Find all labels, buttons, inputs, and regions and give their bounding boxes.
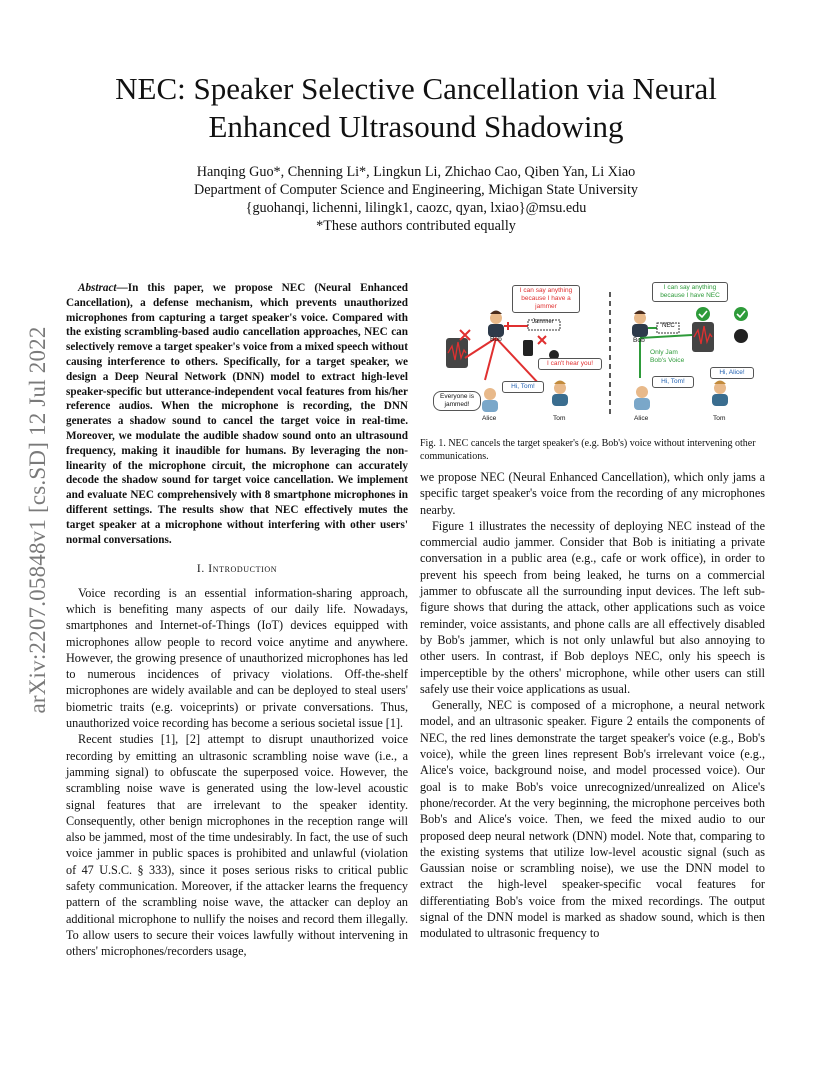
only-jam-label: Only Jam Bob's Voice (650, 349, 685, 364)
email-list: {guohanqi, lichenni, lilingk1, caozc, qyan, lxiao}@msu.edu (245, 200, 587, 216)
alice-label-left: Alice (482, 415, 497, 422)
right-paragraph-2: Figure 1 illustrates the necessity of deploying NEC instead of the commercial audio jammer. Consider that Bob is initiating a private conversation in a public area (e.g., cafe or work office), in order to prevent his speech from being leaked, he turns on a commercial jammer to obfuscate all the surrounding input devices. The left sub-figure shows that during the attack, other applications such as voice reminder, voice assistants, and phone calls are all effectively disabled by Bob's jammer, which is not only unlawful but also annoying to other users. In contrast, if Bob deploys NEC, only his speech is imperceptible by the others' microphone, while other users can still safely use their voice applications as usual. (420, 518, 765, 696)
left-column (66, 281, 408, 959)
section-heading-introduction: I. Introduction (196, 563, 278, 576)
tom-label-right: Tom (713, 415, 726, 422)
cant-hear-bubble: I can't hear you! (538, 358, 602, 370)
right-column (420, 469, 765, 942)
hi-tom-bubble-right: Hi, Tom! (652, 376, 694, 388)
arxiv-sidebar (8, 285, 68, 755)
tom-label-left: Tom (553, 415, 566, 422)
hi-tom-bubble-left: Hi, Tom! (502, 381, 544, 393)
bob-label-right: Bob (633, 337, 645, 344)
hi-alice-bubble: Hi, Alice! (710, 367, 754, 379)
affiliation: Department of Computer Science and Engineering, Michigan State University (193, 182, 639, 198)
intro-paragraph-1: Voice recording is an essential information-sharing approach, which is benefiting many aspects of our daily life. Nowadays, smartphones and Internet-of-Things (IoT) devices equipped with microphones allow people to record voice anytime and anywhere. However, the growing presence of unauthorized microphones has led to numerous incidences of privacy violations. Off-the-shelf microphones are widely available and can be deployed to steal users' biometric traits (e.g. voiceprints) or private conversations. Thus, unauthorized voice recording has become a serious societal issue [1]. (66, 585, 408, 731)
right-paragraph-1: we propose NEC (Neural Enhanced Cancellation), which only jams a specific target speaker's voice from the recording of any microphones nearby. (420, 470, 765, 517)
arxiv-identifier: arXiv:2207.05848v1 [cs.SD] 12 Jul 2022 (25, 326, 50, 714)
bob-jammer-bubble: I can say anything because I have a jammer (512, 285, 580, 313)
figure-1 (420, 280, 765, 428)
everyone-jammed-bubble: Everyone is jammed! (433, 391, 481, 411)
abstract-text: —In this paper, we propose NEC (Neural Enhanced Cancellation), a defense mechanism, which prevents unauthorized microphones from capturing a target speaker's voice. Compared with the existing scrambling-based audio cancellation approaches, NEC can selectively remove a target speaker's voice from a mixed speech without causing interference to others. Specifically, for a target speaker, we design a Deep Neural Network (DNN) model to extract high-level speaker-specific but utterance-independent vocal features from his/her reference audios. When the microphone is recording, the DNN generates a shadow sound to cancel the target voice in real-time. Moreover, we modulate the audible shadow sound onto an ultrasound frequency, making it inaudible for humans. By leveraging the non-linearity of the microphone circuit, the microphone can accurately decode the shadow sound for target voice cancellation. We implement and evaluate NEC comprehensively with 8 smartphone microphones in different settings. The results show that NEC effectively mutes the target speaker at a microphone without interfering with other users' normal conversations. (66, 282, 408, 546)
bob-nec-bubble: I can say anything because I have NEC (652, 282, 728, 302)
figure-1-caption: Fig. 1. NEC cancels the target speaker's (e.g. Bob's) voice without intervening other communications. (420, 438, 756, 462)
intro-paragraph-2: Recent studies [1], [2] attempt to disrupt unauthorized voice recording by emitting an ultrasonic scrambling noise wave (i.e., a jamming signal) to obfuscate the superposed voice. However, the scrambling noise wave is generated using the low-level acoustic signal features that are irrelevant to the speaker identity. Consequently, other benign microphones in the reception range will also be jammed, most of the time undesirably. In fact, the use of such voice jammer in public spaces is prohibited and unlawful (violation of 47 U.S.C. § 333), since it poses serious risks to critical public safety communication. Moreover, if the attacker learns the frequency pattern of the scrambling noise wave, the attacker can deploy an additional microphone to nullify the noises and record them illegally. To allow users to secure their voices lawfully without intervening in others' microphones/recorders usage, (66, 732, 408, 959)
nec-label: NEC (662, 323, 675, 329)
right-paragraph-3: Generally, NEC is composed of a microphone, a neural network model, and an ultrasonic speaker. Figure 2 entails the components of NEC, the red lines demonstrate the target speaker's voice (e.g., Bob's voice), while the green lines represent Bob's irrelevant voice (e.g., Alice's voice, background noise, and model processed voice). Our goal is to make Bob's voice unrecognized/unrealized on Alice's phone/recorder. At the very beginning, the microphone perceives both Bob's and Alice's voice. Then, we feed the mixed audio to our proposed deep neural network (DNN) model. Note that, comparing to the existing systems that utilize low-level acoustic signal (such as Gaussian noise or scrambling noise), we use the DNN model to extract the high-level speaker-specific vocal features for differentiating Bob's voice from the mixed recordings. The output signal of the DNN model is marked as shadow sound, which is then modulated to ultrasonic frequency to (420, 698, 765, 941)
alice-label-right: Alice (634, 415, 649, 422)
bob-label-left: Bob (490, 336, 502, 343)
author-list: Hanqing Guo*, Chenning Li*, Lingkun Li, Zhichao Cao, Qiben Yan, Li Xiao (196, 164, 636, 180)
paper-title: NEC: Speaker Selective Cancellation via Neural Enhanced Ultrasound Shadowing (115, 71, 717, 144)
equal-contribution-note: *These authors contributed equally (316, 218, 516, 234)
abstract (66, 281, 408, 547)
abstract-label: Abstract (78, 282, 117, 294)
jammer-label: Jammer (532, 319, 554, 325)
author-block (66, 163, 766, 235)
